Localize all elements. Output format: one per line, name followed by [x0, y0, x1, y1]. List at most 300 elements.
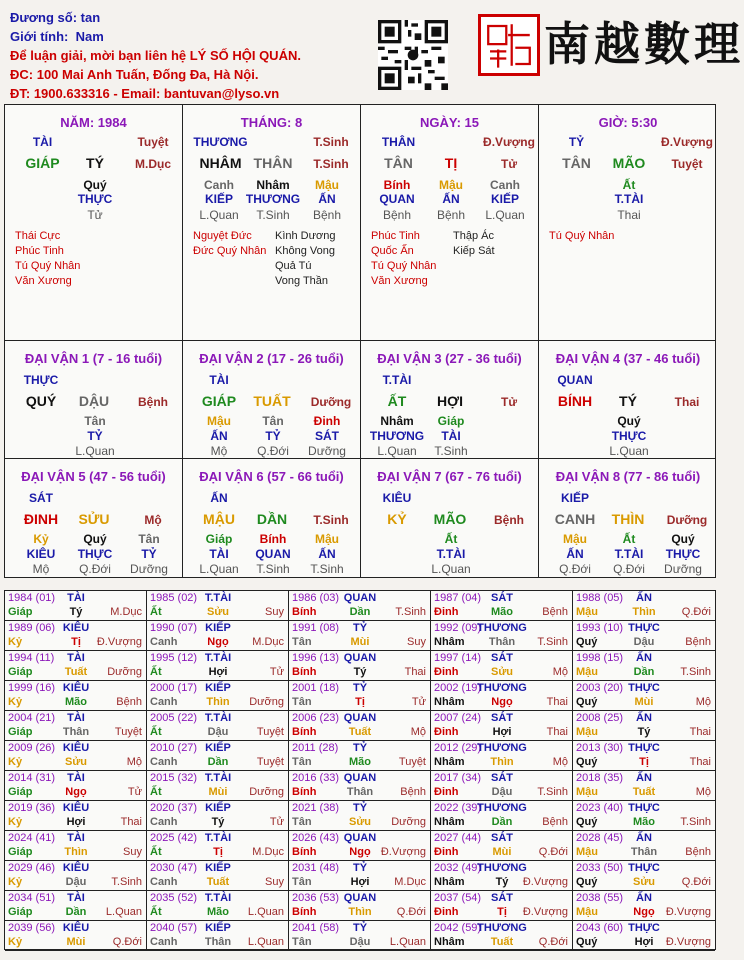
year-label: 2005 (22)	[150, 712, 198, 724]
year-branch: Tuất	[348, 726, 372, 738]
gender: Giới tính: Nam	[10, 29, 104, 44]
year-branch: Thìn	[632, 606, 656, 618]
year-label: 1986 (03)	[292, 592, 340, 604]
year-stem: Tân	[292, 696, 312, 708]
year-stage: Mộ	[695, 786, 711, 798]
year-stage: M.Dục	[252, 846, 284, 858]
year-branch: Mùi	[350, 636, 370, 648]
hidden-stage: T.Sinh	[310, 562, 344, 576]
year-stem: Tân	[292, 816, 312, 828]
year-label: 2007 (24)	[434, 712, 482, 724]
year-stem: Tân	[292, 876, 312, 888]
year-stage: Tuyệt	[398, 756, 426, 768]
year-stage: T.Sinh	[537, 636, 568, 648]
year-stem: Ất	[150, 906, 162, 918]
hidden-stem: Mậu	[439, 178, 463, 192]
luck-stem: ẤT	[387, 393, 407, 409]
year-stage: T.Sinh	[680, 816, 711, 828]
inauspicious-stars	[453, 229, 495, 259]
year-cell	[289, 711, 431, 741]
year-label: 1998 (15)	[576, 652, 624, 664]
luck-grid-2	[4, 459, 716, 578]
qr-code-icon	[378, 20, 448, 90]
year-branch: Sửu	[348, 816, 372, 828]
year-cell	[289, 831, 431, 861]
year-stage: L.Quan	[105, 906, 142, 918]
luck-pillar-2	[183, 341, 361, 458]
year-cell	[431, 861, 573, 891]
year-label: 2026 (43)	[292, 832, 340, 844]
year-cell	[5, 891, 147, 921]
year-cell	[431, 681, 573, 711]
year-branch: Sửu	[632, 876, 656, 888]
pillar-title: NGÀY: 15	[420, 115, 479, 130]
year-label: 2018 (35)	[576, 772, 624, 784]
pillar-4	[539, 105, 717, 340]
year-god: T.TÀI	[204, 652, 232, 664]
year-stage: T.Sinh	[111, 876, 142, 888]
pillar-3	[361, 105, 539, 340]
pillars-grid	[4, 104, 716, 341]
hidden-god: QUAN	[379, 192, 415, 206]
pillar-stem: TÂN	[384, 155, 413, 171]
year-branch: Tuất	[490, 936, 514, 948]
year-stem: Đinh	[434, 606, 459, 618]
year-stem: Quý	[576, 936, 598, 948]
year-god: TÀI	[67, 772, 85, 784]
year-branch: Ngọ	[349, 846, 371, 858]
year-branch: Dậu	[349, 936, 371, 948]
year-cell	[573, 591, 715, 621]
luck-top-god: THỰC	[23, 373, 59, 387]
year-branch: Mùi	[634, 696, 654, 708]
year-god: TỶ	[352, 922, 368, 934]
year-god: KIÊU	[62, 682, 90, 694]
luck-title: ĐẠI VẬN 6 (57 - 66 tuổi)	[199, 469, 344, 484]
year-branch: Sửu	[206, 606, 230, 618]
year-stem: Quý	[576, 696, 598, 708]
luck-branch: THÌN	[611, 511, 645, 527]
hidden-god: T.TÀI	[614, 192, 644, 206]
luck-stem: KỶ	[387, 511, 407, 527]
year-stage: Thai	[120, 816, 142, 828]
hidden-stage: L.Quan	[199, 208, 239, 222]
luck-branch: SỬU	[78, 511, 110, 527]
year-label: 1991 (08)	[292, 622, 340, 634]
hidden-god: TỶ	[141, 547, 157, 561]
hidden-stem: Mậu	[207, 414, 231, 428]
year-stem: Mậu	[576, 786, 598, 798]
year-branch: Dần	[65, 906, 87, 918]
year-branch: Ngọ	[633, 906, 655, 918]
year-god: THỰC	[628, 682, 660, 694]
year-stage: M.Dục	[394, 876, 426, 888]
year-label: 1994 (11)	[8, 652, 55, 664]
year-branch: Tý	[211, 816, 225, 828]
luck-stage: Bệnh	[138, 395, 168, 409]
luck-stage: T.Sinh	[313, 513, 349, 527]
year-god: T.TÀI	[204, 892, 232, 904]
year-cell	[147, 681, 289, 711]
year-cell	[573, 741, 715, 771]
year-branch: Mão	[207, 906, 229, 918]
year-label: 2031 (48)	[292, 862, 340, 874]
year-stage: Thai	[546, 726, 568, 738]
year-label: 2001 (18)	[292, 682, 340, 694]
year-cell	[5, 801, 147, 831]
luck-top-god: QUAN	[557, 373, 593, 387]
pillar-top-stage: Đ.Vượng	[483, 135, 535, 149]
year-branch: Thân	[204, 936, 232, 948]
luck-branch: DẬU	[78, 393, 110, 409]
year-cell	[431, 831, 573, 861]
year-stem: Giáp	[8, 606, 33, 618]
year-stage: Thai	[404, 666, 426, 678]
pillar-top-god: TÀI	[32, 135, 53, 149]
year-stem: Quý	[576, 756, 598, 768]
year-label: 2021 (38)	[292, 802, 340, 814]
year-stem: Nhâm	[434, 756, 465, 768]
pillar-branch: THÂN	[253, 155, 293, 171]
year-cell	[289, 771, 431, 801]
luck-stem: GIÁP	[201, 393, 237, 409]
pillar-stem: NHÂM	[199, 155, 242, 171]
year-branch: Hợi	[492, 726, 512, 738]
year-branch: Hợi	[208, 666, 228, 678]
year-label: 2032 (49)	[434, 862, 482, 874]
year-cell	[431, 711, 573, 741]
year-branch: Tị	[355, 696, 365, 708]
year-cell	[573, 651, 715, 681]
year-label: 2014 (31)	[8, 772, 56, 784]
luck-pillar-3	[361, 341, 539, 458]
year-branch: Ngọ	[65, 786, 87, 798]
year-stage: Bệnh	[400, 786, 426, 798]
luck-branch: HỢI	[437, 393, 463, 409]
hidden-stem: Ất	[444, 532, 458, 546]
year-stem: Ất	[150, 786, 162, 798]
luck-stage: Dưỡng	[310, 395, 352, 409]
year-branch: Mùi	[66, 936, 86, 948]
phone-email-text: ĐT: 1900.633316 - Email: bantuvan@lyso.vn	[10, 86, 280, 101]
luck-title: ĐẠI VẬN 3 (27 - 36 tuổi)	[377, 351, 522, 366]
hidden-god: TỶ	[265, 429, 281, 443]
pillar-title: GIỜ: 5:30	[598, 115, 658, 130]
year-branch: Tuất	[64, 666, 88, 678]
luck-top-god: KIẾP	[560, 491, 589, 505]
year-branch: Thân	[630, 846, 658, 858]
star-item: Kình Dương	[275, 230, 336, 242]
year-god: THƯƠNG	[477, 802, 527, 814]
year-label: 2030 (47)	[150, 862, 198, 874]
year-branch: Hợi	[350, 876, 370, 888]
pillar-branch: TỊ	[444, 155, 458, 171]
hidden-stage: Bệnh	[382, 208, 412, 222]
year-label: 1995 (12)	[150, 652, 198, 664]
luck-pillar-6	[183, 459, 361, 577]
year-branch: Tý	[495, 876, 509, 888]
year-stage: Dưỡng	[107, 666, 142, 678]
hidden-stem: Kỷ	[33, 532, 49, 546]
year-stem: Ất	[150, 666, 162, 678]
luck-top-god: TÀI	[209, 373, 229, 387]
year-god: SÁT	[491, 772, 513, 784]
auspicious-stars	[15, 229, 80, 289]
year-branch: Tý	[353, 666, 367, 678]
year-god: ẤN	[636, 592, 652, 604]
year-stage: Thai	[689, 726, 711, 738]
year-stem: Kỷ	[8, 756, 23, 768]
year-stem: Mậu	[576, 606, 598, 618]
year-label: 2011 (28)	[292, 742, 339, 754]
hidden-stage: L.Quan	[485, 208, 525, 222]
hidden-stem: Canh	[490, 178, 520, 192]
year-stage: Bệnh	[116, 696, 142, 708]
luck-grid-1	[4, 341, 716, 459]
hidden-god: THỰC	[77, 547, 113, 561]
year-stem: Quý	[576, 636, 598, 648]
auspicious-stars	[371, 229, 436, 289]
hidden-god: KIÊU	[26, 547, 56, 561]
year-label: 2033 (50)	[576, 862, 624, 874]
star-item: Thập Ác	[453, 230, 494, 242]
year-god: ẤN	[636, 652, 652, 664]
year-stem: Quý	[576, 816, 598, 828]
year-branch: Tý	[69, 606, 83, 618]
pillar-branch: MÃO	[612, 155, 646, 171]
luck-branch: MÃO	[433, 511, 467, 527]
year-branch: Thìn	[490, 756, 514, 768]
year-stage: Bệnh	[685, 636, 711, 648]
year-branch: Mùi	[208, 786, 228, 798]
year-cell	[289, 591, 431, 621]
year-stage: Dưỡng	[391, 816, 426, 828]
year-god: KIẾP	[205, 682, 231, 694]
year-cell	[5, 591, 147, 621]
year-cell	[431, 771, 573, 801]
year-stem: Giáp	[8, 786, 33, 798]
year-stem: Đinh	[434, 726, 459, 738]
year-god: SÁT	[491, 712, 513, 724]
hidden-god: THƯƠNG	[245, 192, 301, 206]
year-stem: Nhâm	[434, 636, 465, 648]
year-stem: Kỷ	[8, 816, 23, 828]
year-cell	[431, 891, 573, 921]
hidden-stem: Nhâm	[256, 178, 290, 192]
luck-stage: Bệnh	[494, 513, 524, 527]
hidden-god: TỶ	[87, 429, 103, 443]
year-stem: Giáp	[8, 726, 33, 738]
year-stem: Nhâm	[434, 816, 465, 828]
year-label: 1989 (06)	[8, 622, 56, 634]
year-god: KIẾP	[205, 622, 231, 634]
year-stage: Tuyệt	[114, 726, 142, 738]
year-god: THƯƠNG	[477, 682, 527, 694]
year-stage: Đ.Vượng	[522, 876, 568, 888]
year-god: THỰC	[628, 802, 660, 814]
year-stem: Ất	[150, 846, 162, 858]
year-stem: Đinh	[434, 666, 459, 678]
year-stem: Kỷ	[8, 936, 23, 948]
year-stage: L.Quan	[247, 936, 284, 948]
hidden-stem: Bính	[383, 178, 411, 192]
year-label: 2015 (32)	[150, 772, 198, 784]
luck-top-god: ẤN	[210, 491, 228, 505]
year-cell	[5, 921, 147, 951]
hidden-stem: Tân	[138, 532, 160, 546]
year-stage: T.Sinh	[395, 606, 426, 618]
year-stem: Mậu	[576, 846, 598, 858]
year-branch: Thìn	[348, 906, 372, 918]
hidden-god: KIẾP	[490, 192, 519, 206]
hidden-stage: Dưỡng	[130, 562, 168, 576]
year-stem: Kỷ	[8, 876, 23, 888]
hidden-stem: Tân	[84, 414, 106, 428]
year-god: QUAN	[343, 892, 377, 904]
luck-stem: CANH	[554, 511, 596, 527]
year-cell	[573, 891, 715, 921]
hidden-god: ẤN	[210, 429, 228, 443]
year-stage: Mộ	[552, 666, 568, 678]
year-stage: Tử	[411, 696, 426, 708]
hidden-stem: Giáp	[205, 532, 233, 546]
year-branch: Sửu	[490, 666, 514, 678]
year-stem: Canh	[150, 696, 178, 708]
star-item: Nguyệt Đức	[193, 230, 252, 242]
year-god: QUAN	[343, 592, 377, 604]
year-cell	[573, 921, 715, 951]
year-label: 2004 (21)	[8, 712, 56, 724]
luck-stem: BÍNH	[557, 393, 593, 409]
year-god: TỶ	[352, 742, 368, 754]
luck-pillar-8	[539, 459, 717, 577]
hidden-god: T.TÀI	[614, 547, 644, 561]
year-stem: Nhâm	[434, 936, 465, 948]
year-god: KIÊU	[62, 742, 90, 754]
luck-title: ĐẠI VẬN 1 (7 - 16 tuổi)	[24, 351, 163, 366]
year-label: 1985 (02)	[150, 592, 198, 604]
hidden-stem: Tân	[262, 414, 284, 428]
year-stage: Suy	[407, 636, 426, 648]
luck-title: ĐẠI VẬN 5 (47 - 56 tuổi)	[21, 469, 166, 484]
year-cell	[289, 621, 431, 651]
year-cell	[431, 741, 573, 771]
year-label: 2003 (20)	[576, 682, 624, 694]
inauspicious-stars	[275, 229, 335, 289]
year-branch: Ngọ	[207, 636, 229, 648]
pillar-branch-stage: Tuyệt	[671, 157, 703, 171]
hidden-stage: Bệnh	[312, 208, 342, 222]
year-label: 2010 (27)	[150, 742, 198, 754]
pillar-title: THÁNG: 8	[240, 115, 303, 130]
year-label: 2025 (42)	[150, 832, 198, 844]
year-stage: Bệnh	[542, 816, 568, 828]
owner-name: Đương số: tan	[10, 10, 101, 25]
year-label: 2000 (17)	[150, 682, 198, 694]
hidden-god: THỰC	[611, 429, 647, 443]
hidden-stem: Quý	[83, 178, 107, 192]
year-cell	[5, 711, 147, 741]
hidden-stage: Q.Đới	[559, 562, 591, 576]
year-branch: Thìn	[206, 696, 230, 708]
year-god: ẤN	[636, 772, 652, 784]
year-stem: Mậu	[576, 666, 598, 678]
year-cell	[147, 711, 289, 741]
year-label: 2017 (34)	[434, 772, 482, 784]
year-stage: Đ.Vượng	[380, 846, 426, 858]
pillar-top-god: THƯƠNG	[193, 135, 248, 149]
year-label: 2041 (58)	[292, 922, 340, 934]
hidden-god: QUAN	[255, 547, 291, 561]
year-stage: Mộ	[552, 756, 568, 768]
hidden-stage: Q.Đới	[79, 562, 111, 576]
luck-branch: DẦN	[256, 511, 288, 527]
year-cell	[289, 891, 431, 921]
pillar-branch-stage: T.Sinh	[313, 157, 349, 171]
year-branch: Mùi	[492, 846, 512, 858]
year-god: KIÊU	[62, 862, 90, 874]
hidden-god: TÀI	[209, 547, 229, 561]
luck-stage: Mộ	[144, 513, 162, 527]
year-label: 2040 (57)	[150, 922, 198, 934]
year-stem: Nhâm	[434, 696, 465, 708]
hidden-stage: T.Sinh	[256, 562, 290, 576]
year-branch: Thân	[62, 726, 90, 738]
year-branch: Dần	[633, 666, 655, 678]
year-stage: Suy	[123, 846, 142, 858]
year-cell	[573, 621, 715, 651]
year-stage: Thai	[689, 756, 711, 768]
star-item: Quả Tú	[275, 260, 312, 272]
year-god: TỶ	[352, 802, 368, 814]
star-item: Đức Quý Nhân	[193, 245, 267, 257]
year-stem: Mậu	[576, 726, 598, 738]
year-label: 2006 (23)	[292, 712, 340, 724]
luck-top-god: KIÊU	[382, 491, 412, 505]
star-item: Tú Quý Nhân	[549, 230, 615, 242]
year-label: 2038 (55)	[576, 892, 624, 904]
year-label: 1993 (10)	[576, 622, 624, 634]
pillar-top-stage: Đ.Vượng	[661, 135, 713, 149]
year-branch: Tị	[71, 636, 81, 648]
hidden-god: THỰC	[665, 547, 701, 561]
year-branch: Dậu	[491, 786, 513, 798]
hidden-stem: Đinh	[313, 414, 341, 428]
year-cell	[573, 681, 715, 711]
hidden-stage: Q.Đới	[257, 444, 289, 458]
year-stage: Mộ	[410, 726, 426, 738]
year-stem: Bính	[292, 666, 317, 678]
year-cell	[147, 861, 289, 891]
year-branch: Mão	[491, 606, 513, 618]
luck-title: ĐẠI VẬN 4 (37 - 46 tuổi)	[555, 351, 701, 366]
year-stage: M.Dục	[110, 606, 142, 618]
year-cell	[289, 801, 431, 831]
year-stem: Quý	[576, 876, 598, 888]
year-stage: Dưỡng	[249, 696, 284, 708]
luck-stage: Thai	[674, 395, 700, 409]
year-cell	[147, 801, 289, 831]
year-label: 2042 (59)	[434, 922, 482, 934]
hidden-god: ẤN	[318, 547, 336, 561]
year-cell	[573, 861, 715, 891]
year-branch: Hợi	[634, 936, 654, 948]
year-god: ẤN	[636, 832, 652, 844]
hidden-stage: Mộ	[32, 562, 50, 576]
year-stem: Đinh	[434, 786, 459, 798]
year-stem: Mậu	[576, 906, 598, 918]
luck-title: ĐẠI VẬN 8 (77 - 86 tuổi)	[555, 469, 701, 484]
